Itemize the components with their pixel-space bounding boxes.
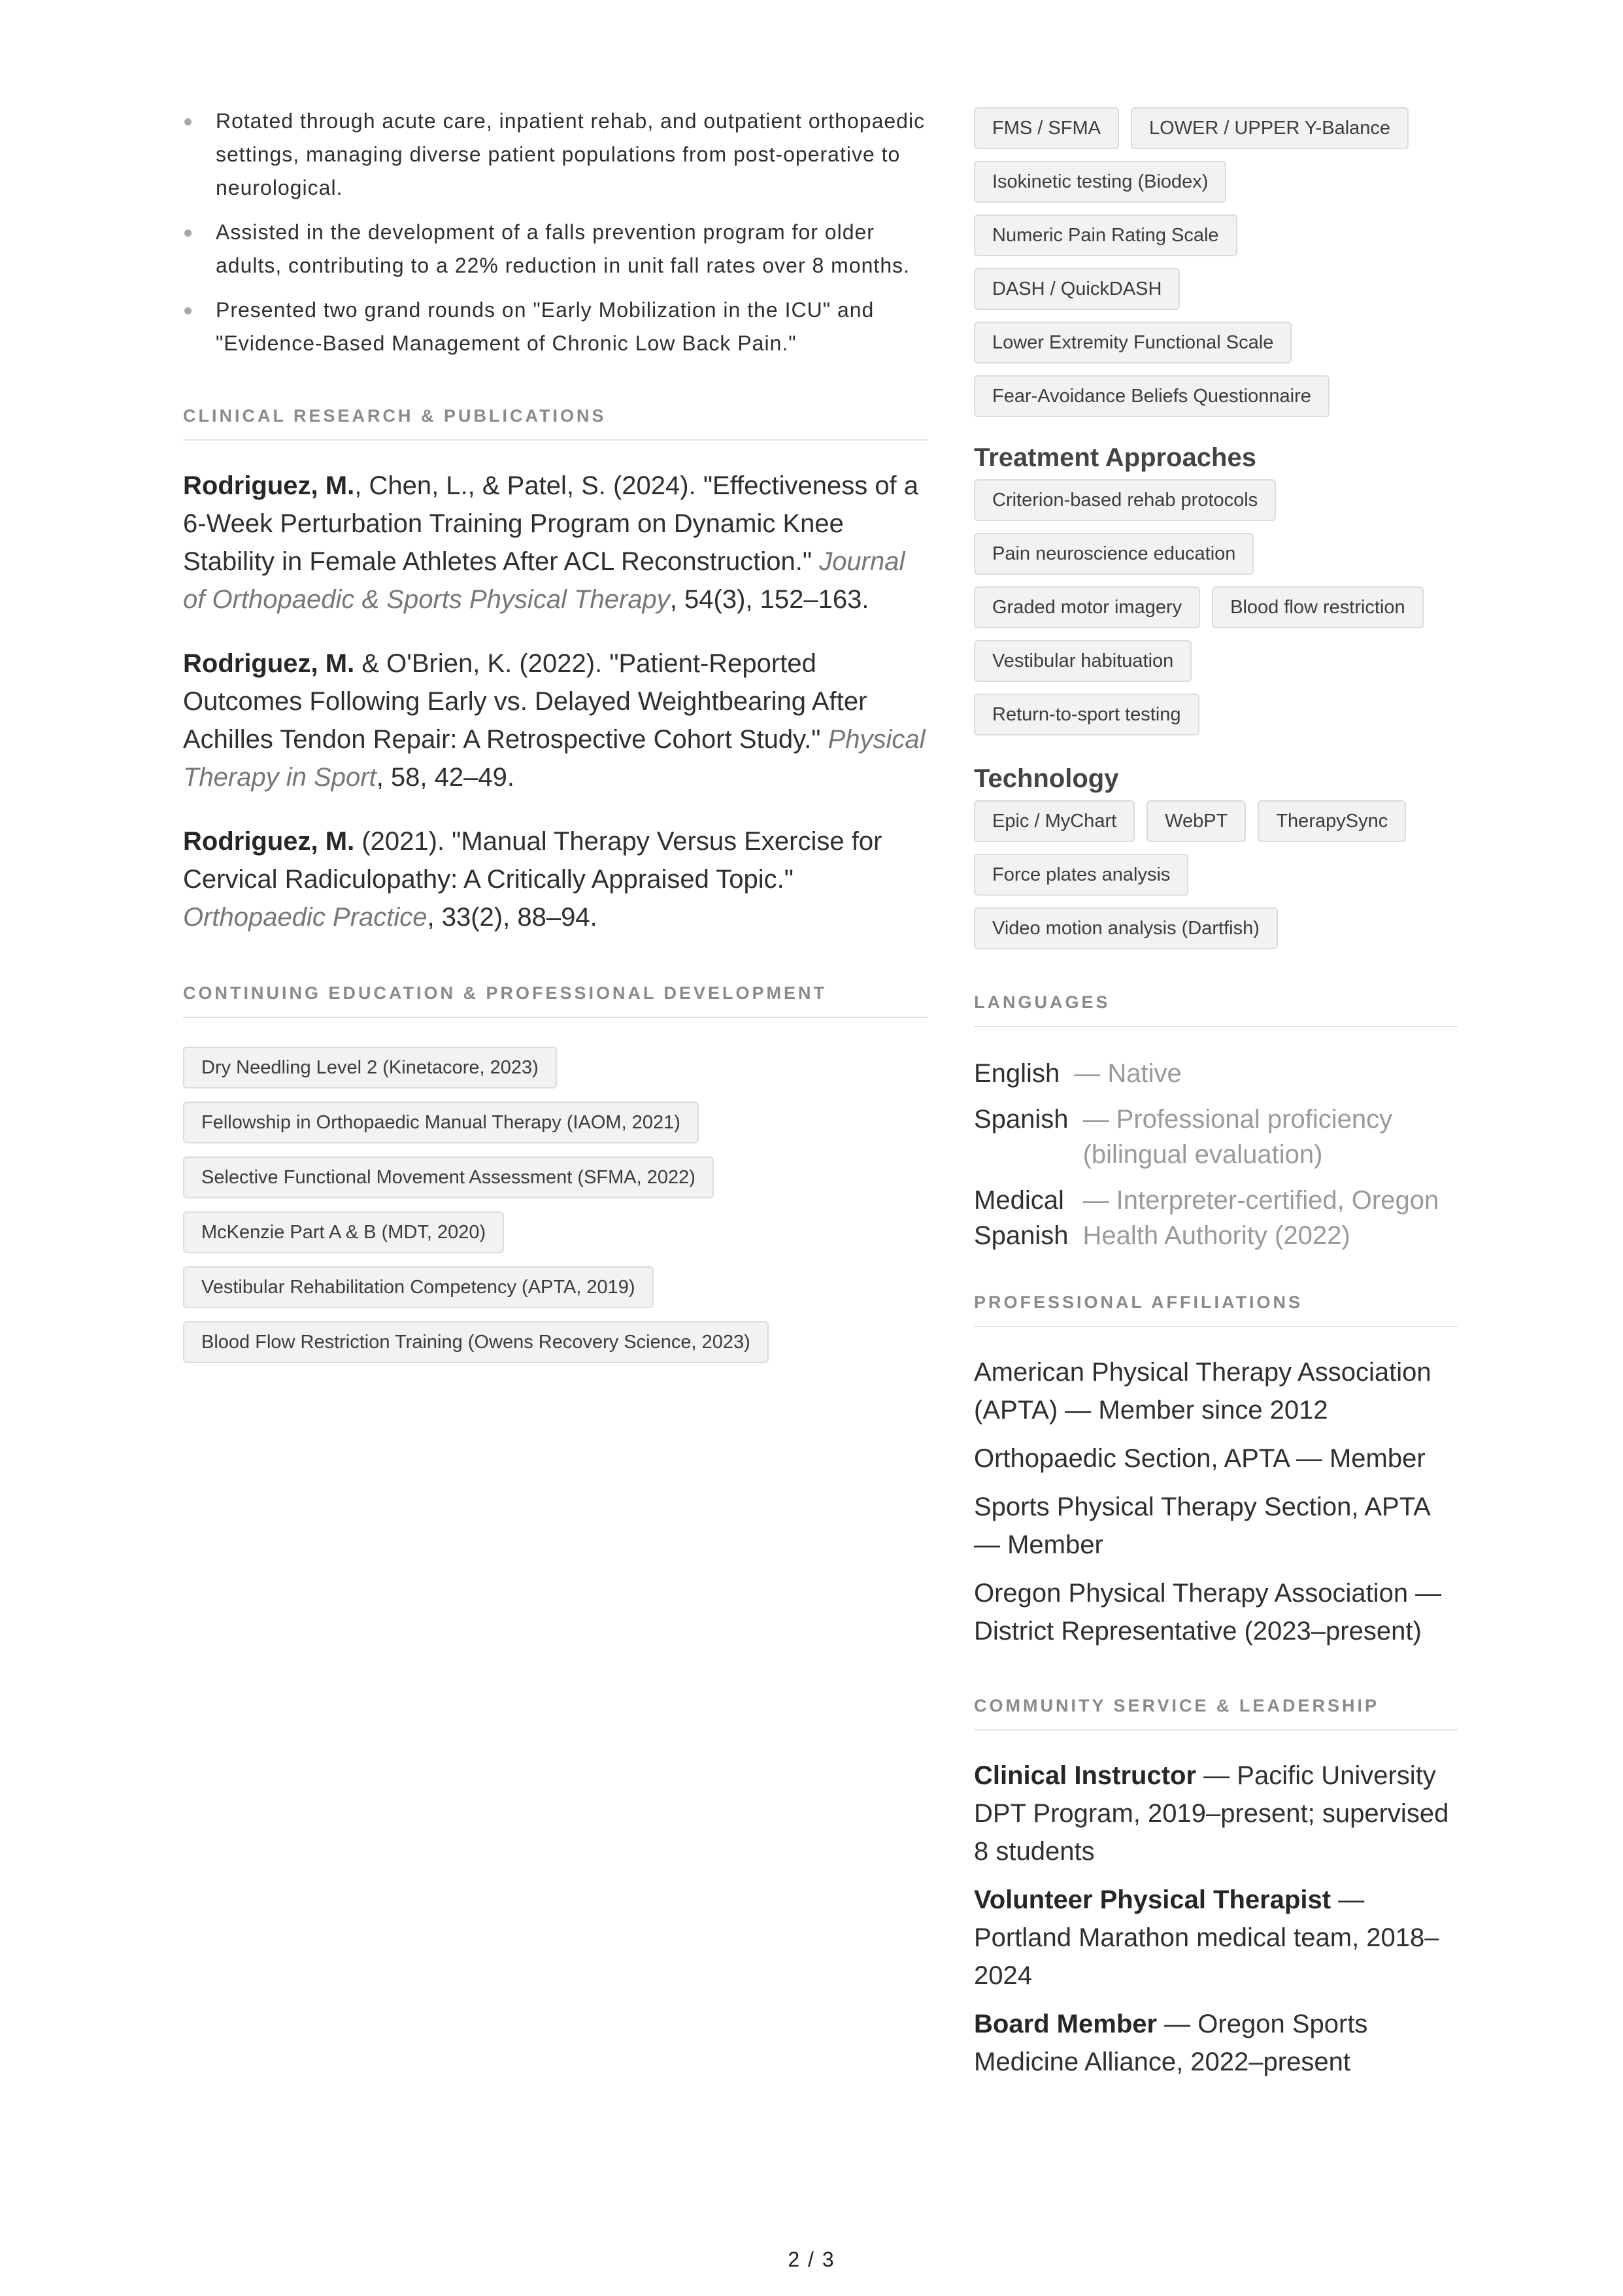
skill-tag: Epic / MyChart [974, 800, 1135, 842]
publication-journal: Orthopaedic Practice [183, 903, 427, 932]
community-item [974, 1757, 1458, 1870]
language-name: Spanish [974, 1105, 1069, 1134]
community-list [974, 1757, 1458, 2081]
course-tag: Dry Needling Level 2 (Kinetacore, 2023) [183, 1047, 557, 1089]
technology-tags [974, 800, 1458, 949]
assessment-tags [974, 107, 1458, 417]
experience-bullet: Assisted in the development of a falls prevention program for older adults, contributing to a 22% reduction in unit fall rates over 8 months. [183, 216, 928, 282]
right-column [974, 105, 1458, 2091]
publication-citation: (2021). "Manual Therapy Versus Exercise for Cervical Radiculopathy: A Critically Appraised Topic." [183, 827, 882, 894]
community-role: Clinical Instructor [974, 1761, 1197, 1790]
affiliations-heading: PROFESSIONAL AFFILIATIONS [974, 1292, 1458, 1327]
language-row [974, 1102, 1458, 1172]
language-level: — Professional proficiency (bilingual evaluation) [1082, 1105, 1393, 1169]
community-role: Board Member [974, 2010, 1158, 2038]
skill-tag: Pain neuroscience education [974, 533, 1254, 575]
skill-tag: Lower Extremity Functional Scale [974, 322, 1292, 363]
skill-tag: TherapySync [1258, 800, 1406, 842]
skill-tag: Isokinetic testing (Biodex) [974, 161, 1226, 203]
affiliations-list [974, 1353, 1458, 1650]
left-column [183, 105, 928, 1363]
affiliation-item: American Physical Therapy Association (APTA) — Member since 2012 [974, 1358, 1431, 1425]
publication-volume: , 54(3), 152–163. [669, 585, 869, 614]
skill-tag: Fear-Avoidance Beliefs Questionnaire [974, 375, 1330, 417]
publication-volume: , 58, 42–49. [376, 763, 514, 792]
community-heading: COMMUNITY SERVICE & LEADERSHIP [974, 1696, 1458, 1730]
publication-citation: , Chen, L., & Patel, S. (2024). "Effectiveness of a 6-Week Perturbation Training Program on Dynamic Knee Stability in Female Athletes After ACL Reconstruction." [183, 471, 919, 576]
community-role: Volunteer Physical Therapist [974, 1885, 1331, 1914]
publication-author: Rodriguez, M. [183, 471, 355, 500]
language-name: Medical Spanish [974, 1186, 1069, 1250]
publication-author: Rodriguez, M. [183, 649, 355, 678]
language-row [974, 1183, 1458, 1253]
publications-list [183, 467, 928, 936]
language-level: — Interpreter-certified, Oregon Health Authority (2022) [1082, 1186, 1439, 1250]
experience-bullet: Rotated through acute care, inpatient rehab, and outpatient orthopaedic settings, managing diverse patient populations from post-operative to neurological. [183, 105, 928, 205]
skill-tag: WebPT [1146, 800, 1246, 842]
languages-list [974, 1056, 1458, 1253]
skill-tag: Force plates analysis [974, 854, 1188, 896]
affiliation-item: Oregon Physical Therapy Association — District Representative (2023–present) [974, 1579, 1442, 1646]
publication-citation: & O'Brien, K. (2022). "Patient-Reported Outcomes Following Early vs. Delayed Weightbearing After Achilles Tendon Repair: A Retrospective Cohort Study." [183, 649, 867, 754]
publication-author: Rodriguez, M. [183, 827, 355, 856]
community-item [974, 2005, 1458, 2081]
course-tag: Vestibular Rehabilitation Competency (APTA, 2019) [183, 1266, 654, 1308]
skill-tag: Numeric Pain Rating Scale [974, 214, 1237, 256]
skill-tag: DASH / QuickDASH [974, 268, 1180, 310]
treatment-tags-row [974, 586, 1424, 628]
publication-journal: Physical Therapy in Sport [183, 725, 926, 792]
publication-journal: Journal of Orthopaedic & Sports Physical Therapy [183, 547, 905, 614]
course-tag: Selective Functional Movement Assessment (SFMA, 2022) [183, 1156, 714, 1198]
languages-heading: LANGUAGES [974, 992, 1458, 1027]
page-number: 2 / 3 [788, 2248, 835, 2271]
language-name: English [974, 1059, 1060, 1088]
assessment-tags-row [974, 107, 1409, 149]
language-row [974, 1056, 1458, 1091]
experience-bullet: Presented two grand rounds on "Early Mobilization in the ICU" and "Evidence-Based Management of Chronic Low Back Pain." [183, 294, 928, 360]
publication-entry [183, 645, 928, 796]
technology-heading: Technology [974, 764, 1119, 793]
skill-tag: FMS / SFMA [974, 107, 1119, 149]
community-item [974, 1881, 1458, 1995]
community-detail: — Pacific University DPT Program, 2019–present; supervised 8 students [974, 1761, 1449, 1866]
publication-entry [183, 467, 928, 618]
continuing-education-heading: CONTINUING EDUCATION & PROFESSIONAL DEVELOPMENT [183, 983, 928, 1018]
technology-tags-row [974, 800, 1406, 842]
skill-tag: Criterion-based rehab protocols [974, 479, 1276, 521]
course-tag: Blood Flow Restriction Training (Owens Recovery Science, 2023) [183, 1321, 769, 1363]
skill-tag: Return-to-sport testing [974, 694, 1199, 735]
language-level: — Native [1074, 1059, 1182, 1088]
skill-tag: Video motion analysis (Dartfish) [974, 907, 1278, 949]
skill-tag: Graded motor imagery [974, 586, 1200, 628]
treatment-approaches-heading: Treatment Approaches [974, 443, 1256, 472]
skill-tag: Blood flow restriction [1212, 586, 1424, 628]
publication-entry [183, 822, 928, 936]
publications-heading: CLINICAL RESEARCH & PUBLICATIONS [183, 406, 928, 441]
course-tag: Fellowship in Orthopaedic Manual Therapy (IAOM, 2021) [183, 1102, 699, 1143]
community-detail: — Oregon Sports Medicine Alliance, 2022–present [974, 2010, 1368, 2076]
experience-bullet-list [183, 105, 928, 360]
affiliation-item: Sports Physical Therapy Section, APTA — Member [974, 1493, 1430, 1559]
continuing-education-list [183, 1047, 928, 1363]
course-tag: McKenzie Part A & B (MDT, 2020) [183, 1211, 504, 1253]
affiliation-item: Orthopaedic Section, APTA — Member [974, 1444, 1426, 1473]
publication-volume: , 33(2), 88–94. [427, 903, 597, 932]
community-detail: — Portland Marathon medical team, 2018–2024 [974, 1885, 1439, 1990]
skill-tag: LOWER / UPPER Y-Balance [1131, 107, 1409, 149]
skill-tag: Vestibular habituation [974, 640, 1192, 682]
treatment-tags [974, 479, 1458, 735]
